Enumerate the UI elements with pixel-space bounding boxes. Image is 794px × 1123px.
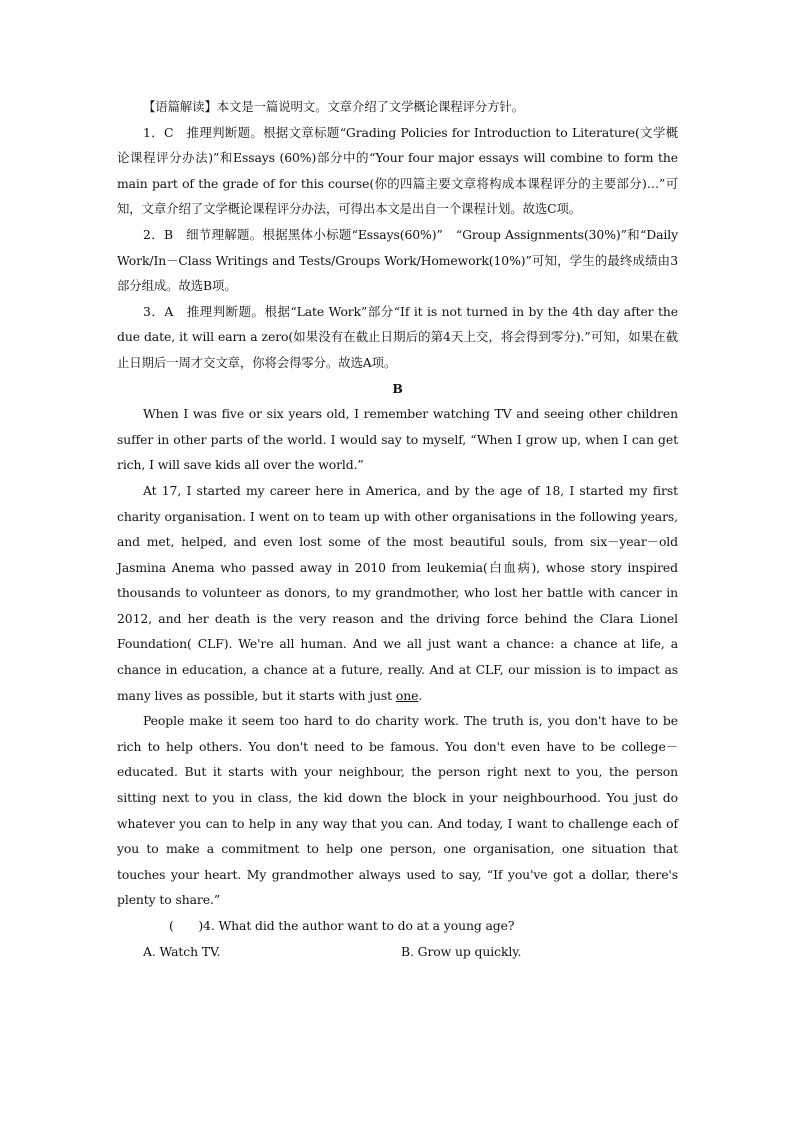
passage-paragraph-2-text: At 17, I started my career here in America, and by the age of 18, I started my first charity organisation. I went on to team up with other organisations in the following years, and met, helped, and even lost some of the most beautiful souls, from six－year－old Jasmina Anema who passed away in 2010 from leukemia(白血病), whose story inspired thousands to volunteer as donors, to my grandmother, who lost her battle with cancer in 2012, and her death is the very reason and the driving force behind the Clara Lionel Foundation( CLF). We're all human. And we all just want a chance: a chance at life, a chance in education, a chance at a future, really. And at CLF, our mission is to impact as many lives as possible, but it starts with just — [117, 482, 678, 703]
analysis-answer-1: 1．C 推理判断题。根据文章标题“Grading Policies for Introduction to Literature(文学概论课程评分办法)”和Essays (60%)部分中的“Your four major essays will combine to form the main part of the grade of for this course(你的四篇主要文章将构成本课程评分的主要部分)…”可知，文章介绍了文学概论课程评分办法，可得出本文是出自一个课程计划。故选C项。 — [117, 124, 678, 217]
question-4-stem: ( )4. What did the author want to do at a young age? — [169, 918, 515, 933]
option-a: A. Watch TV. — [143, 943, 221, 959]
passage-paragraph-1: When I was five or six years old, I remember watching TV and seeing other children suffer in other parts of the world. I would say to myself, “When I grow up, when I can get rich, I will save kids all over the world.” — [117, 406, 678, 473]
passage-paragraph-2-end: . — [418, 687, 423, 703]
underlined-word: one — [395, 687, 419, 703]
analysis-answer-3: 3．A 推理判断题。根据“Late Work”部分“If it is not turned in by the 4th day after the due date, it will earn a zero(如果没有在截止日期后的第4天上交，将会得到零分).”可知，如果在截止日期后一周才交文章，你将会得零分。故选A项。 — [117, 303, 678, 370]
analysis-answer-2: 2．B 细节理解题。根据黑体小标题“Essays(60%)” “Group Assignments(30%)”和“Daily Work/In－Class Writings and Tests/Groups Work/Homework(10%)”可知，学生的最终成绩由3部分组成。故选B项。 — [117, 226, 678, 294]
passage-paragraph-3: People make it seem too hard to do charity work. The truth is, you don't have to be rich to help others. You don't need to be famous. You don't even have to be college－educated. But it starts with your neighbour, the person right next to you, the person sitting next to you in class, the kid down the block in your neighbourhood. You just do whatever you can to help in any way that you can. And today, I want to challenge each of you to make a commitment to help one person, one organisation, one situation that touches your heart. My grandmother always used to say, “If you've got a dollar, there's plenty to share.” — [117, 713, 678, 908]
question-4-options — [117, 939, 678, 965]
passage-paragraph-2 — [117, 478, 678, 708]
section-heading-b: B — [392, 380, 403, 396]
option-b: B. Grow up quickly. — [401, 943, 522, 959]
analysis-intro: 【语篇解读】本文是一篇说明文。文章介绍了文学概论课程评分方针。 — [143, 99, 525, 114]
page-content — [117, 94, 678, 964]
